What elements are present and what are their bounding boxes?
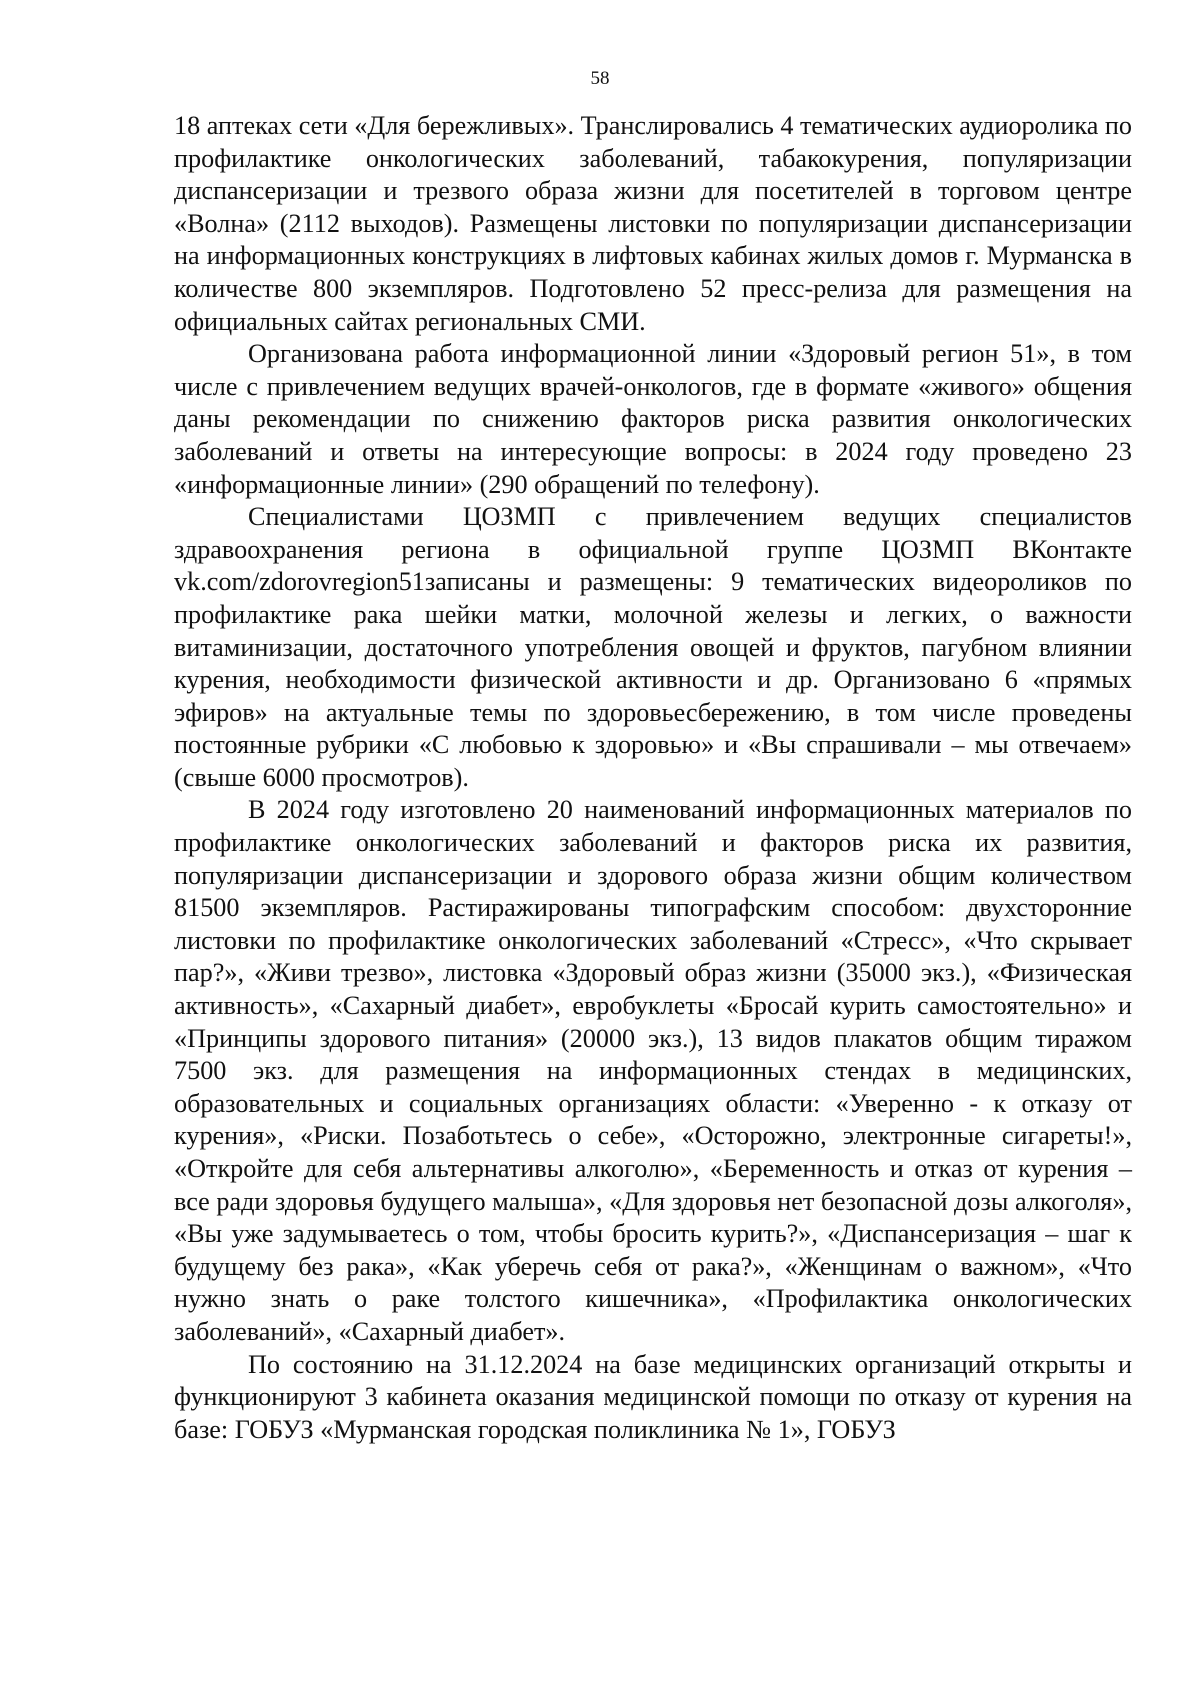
paragraph-info-line: Организована работа информационной линии «Здоровый регион 51», в том числе с привлечением ведущих врачей-онкологов, где в формате «живого» общения даны рекомендации по снижению факторов риска развития онкологических заболеваний и ответы на интересующие вопросы: в 2024 году проведено 23 «информационные линии» (290 обращений по телефону). <box>174 339 1132 499</box>
document-body <box>174 110 1132 1446</box>
paragraph-vkontakte: Специалистами ЦОЗМП с привлечением ведущих специалистов здравоохранения региона в официальной группе ЦОЗМП ВКонтакте vk.com/zdorovregion51записаны и размещены: 9 тематических видеороликов по профилактике рака шейки матки, молочной железы и легких, о важности витаминизации, достаточного употребления овощей и фруктов, пагубном влиянии курения, необходимости физической активности и др. Организовано 6 «прямых эфиров» на актуальные темы по здоровьесбережению, в том числе проведены постоянные рубрики «С любовью к здоровью» и «Вы спрашивали – мы отвечаем» (свыше 6000 просмотров). <box>174 502 1132 792</box>
page-number: 58 <box>590 68 610 89</box>
paragraph-smoking-cabinets: По состоянию на 31.12.2024 на базе медицинских организаций открыты и функционируют 3 кабинета оказания медицинской помощи по отказу от курения на базе: ГОБУЗ «Мурманская городская поликлиника № 1», ГОБУЗ <box>174 1349 1132 1444</box>
paragraph-printed-materials: В 2024 году изготовлено 20 наименований информационных материалов по профилактике онкологических заболеваний и факторов риска их развития, популяризации диспансеризации и здорового образа жизни общим количеством 81500 экземпляров. Растиражированы типографским способом: двухсторонние листовки по профилактике онкологических заболеваний «Стресс», «Что скрывает пар?», «Живи трезво», листовка «Здоровый образ жизни (35000 экз.), «Физическая активность», «Сахарный диабет», евробуклеты «Бросай курить самостоятельно» и «Принципы здорового питания» (20000 экз.), 13 видов плакатов общим тиражом 7500 экз. для размещения на информационных стендах в медицинских, образовательных и социальных организациях области: «Уверенно - к отказу от курения», «Риски. Позаботьтесь о себе», «Осторожно, электронные сигареты!», «Откройте для себя альтернативы алкоголю», «Беременность и отказ от курения – все ради здоровья будущего малыша», «Для здоровья нет безопасной дозы алкоголя», «Вы уже задумываетесь о том, чтобы бросить курить?», «Диспансеризация – шаг к будущему без рака», «Как уберечь себя от рака?», «Женщинам о важном», «Что нужно знать о раке толстого кишечника», «Профилактика онкологических заболеваний», «Сахарный диабет». <box>174 795 1132 1346</box>
paragraph-pharmacies-audio: 18 аптеках сети «Для бережливых». Транслировались 4 тематических аудиоролика по профилактике онкологических заболеваний, табакокурения, популяризации диспансеризации и трезвого образа жизни для посетителей в торговом центре «Волна» (2112 выходов). Размещены листовки по популяризации диспансеризации на информационных конструкциях в лифтовых кабинах жилых домов г. Мурманска в количестве 800 экземпляров. Подготовлено 52 пресс-релиза для размещения на официальных сайтах региональных СМИ. <box>174 111 1132 336</box>
